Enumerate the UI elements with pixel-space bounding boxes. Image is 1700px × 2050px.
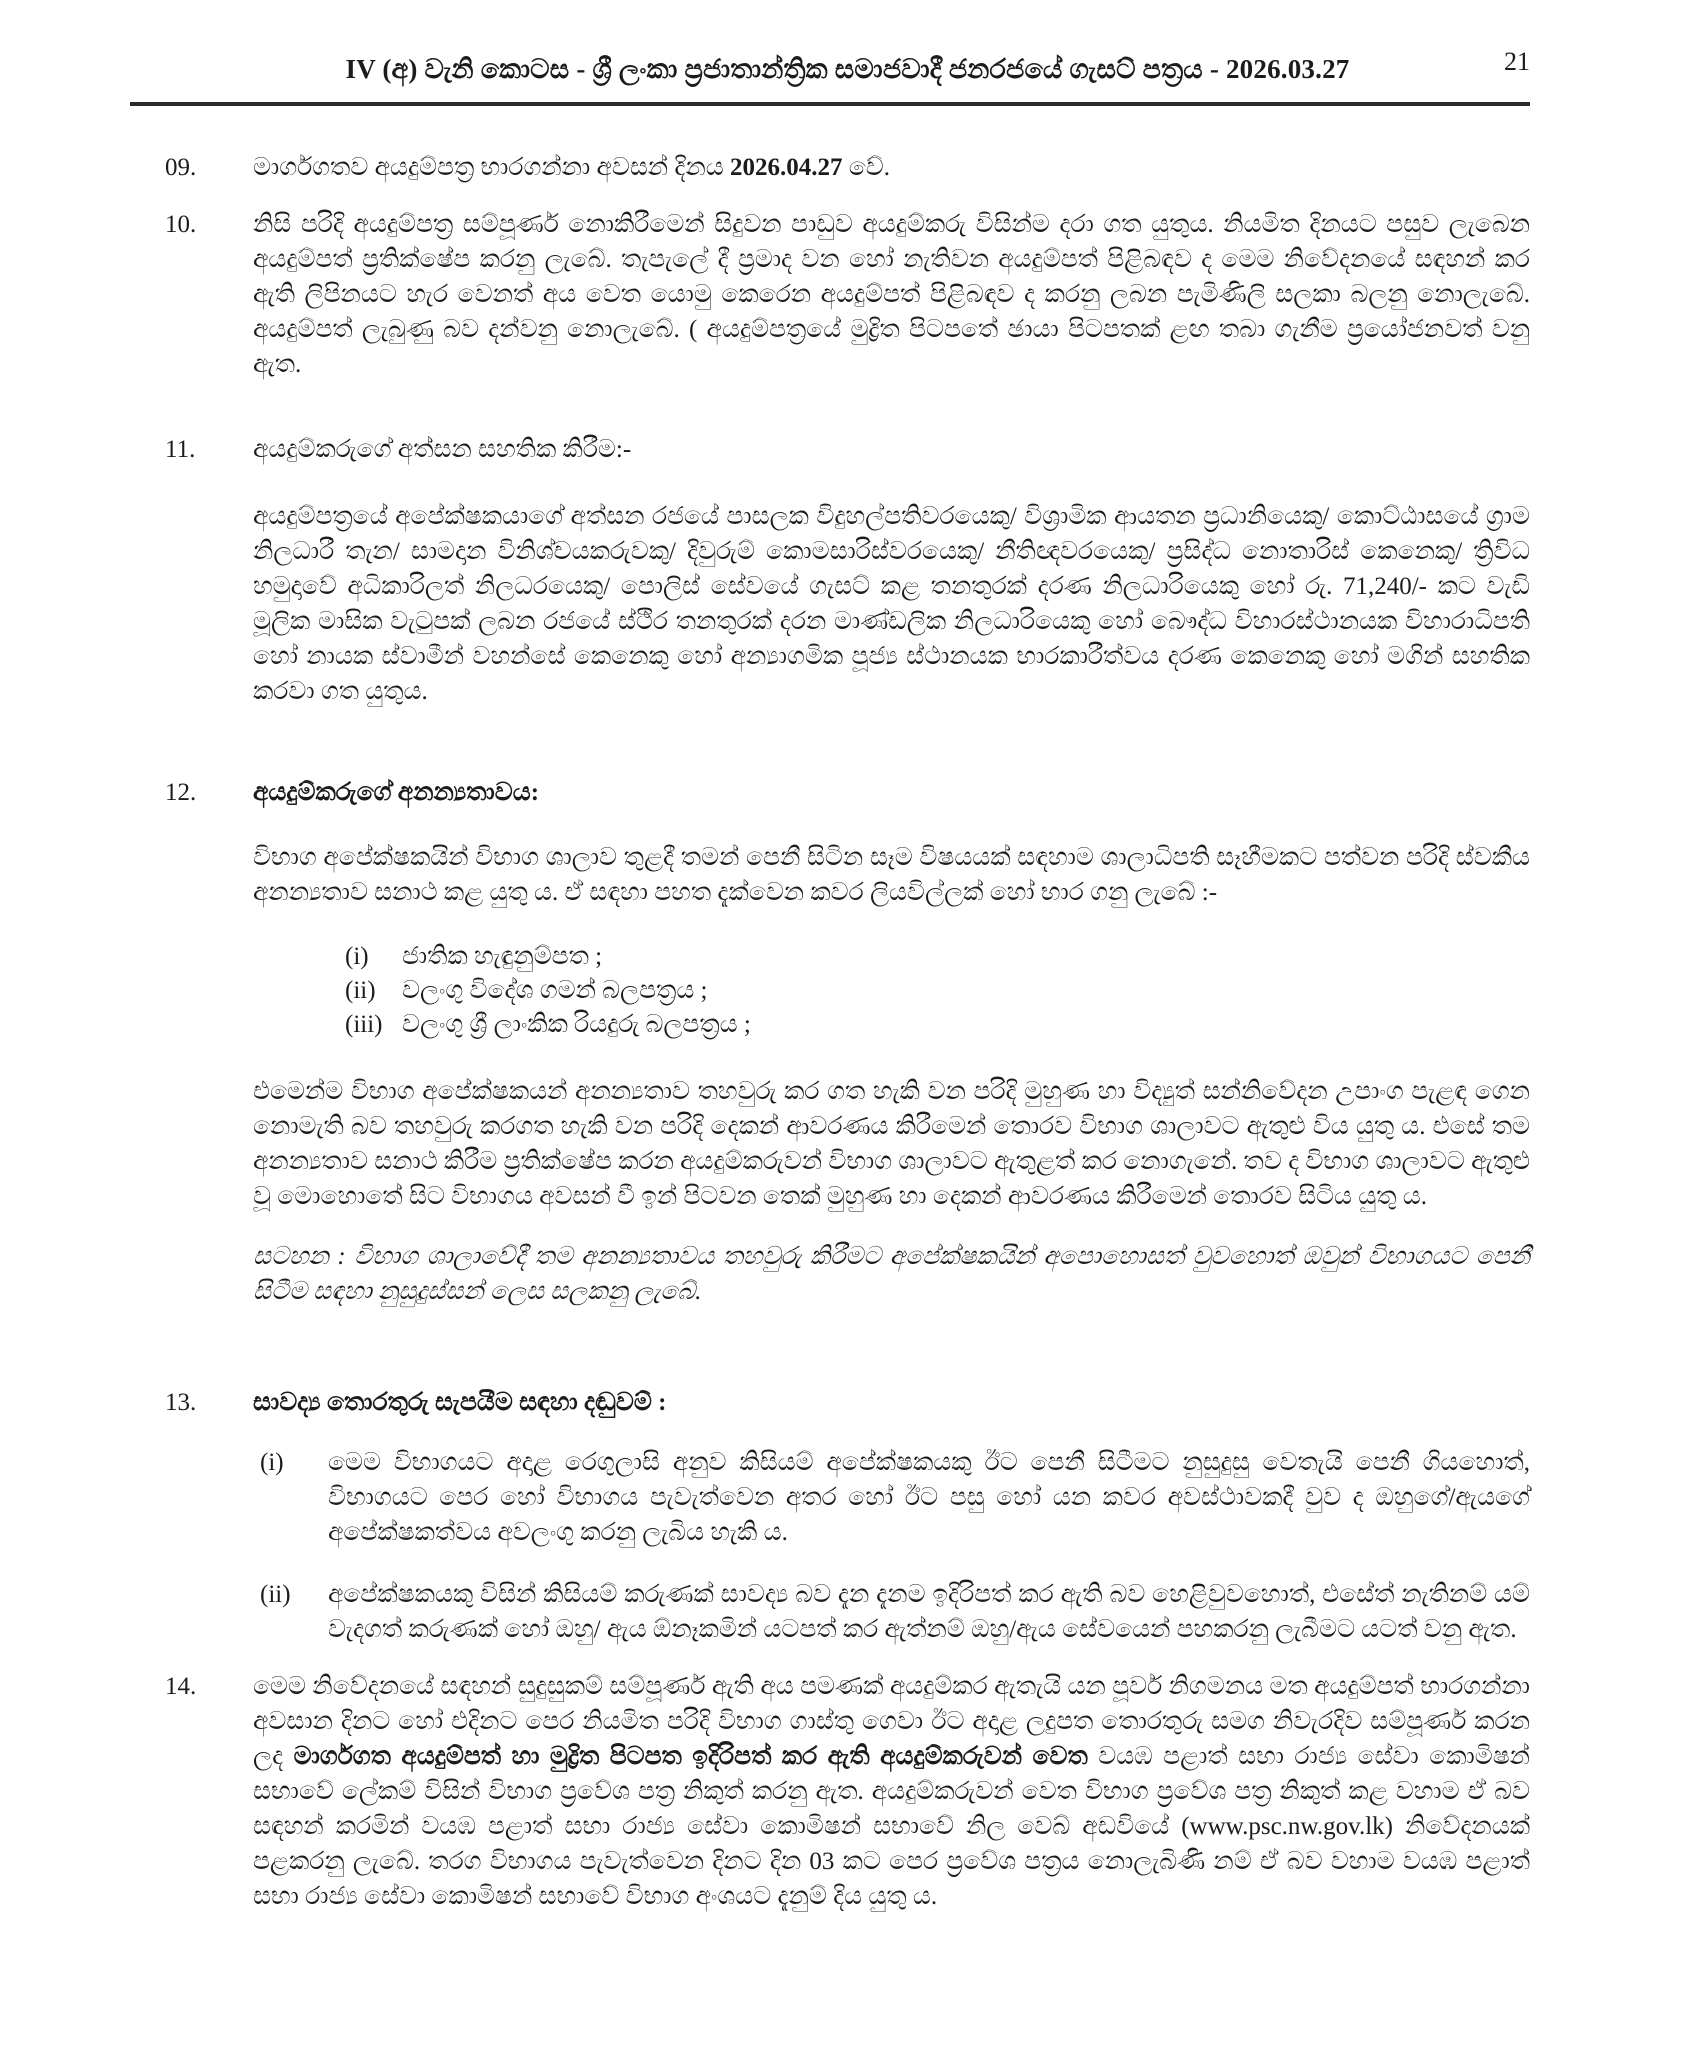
item-13: [165, 1385, 1530, 1669]
item-09-text: [253, 150, 1530, 185]
identity-document-list: [345, 940, 1530, 1042]
sub-item-marker: (i): [260, 1449, 284, 1476]
item-11: [165, 432, 1530, 775]
list-item-text: ජාතික හැඳුනුම්පත ;: [402, 943, 603, 970]
item-09-text-before: මාර්ගගතව අයදුම්පත්‍ර භාරගන්නා අවසන් දිනය: [253, 154, 730, 181]
item-14-text-before: මෙම නිවේදනයේ සඳහන් සුදුසුකම් සම්පූර්ණ ඇති අය පමණක් අයදුම්කර ඇතැයි යන පූර්ව නිගමනය මත අයදුම්පත් භාරගන්නා අවසාන දිනට හෝ එදිනට පෙර නියමිත පරිදි විභාග ගාස්තු ගෙවා ඊට අදාළ ලදුපත තොරතුරු සමග නිවැරදිව සම්පූර්ණ කරන ලද: [253, 1673, 1530, 1770]
item-12: [165, 775, 1530, 1385]
sub-item-text: මෙම විභාගයට අදාළ රෙගුලාසි අනුව කිසියම් අපේක්ෂකයකු ඊට පෙනී සිටීමට නුසුදුසු වෙතැයි පෙනී ගියහොත්, විභාගයට පෙර හෝ විභාගය පැවැත්වෙන අතර හෝ ඊට පසු හෝ යන කවර අවස්ථාවකදී වුව ද ඔහුගේ/ඇයගේ අපේක්ෂකත්වය අවලංගු කරනු ලැබිය හැකි ය.: [328, 1449, 1530, 1546]
item-09-closing-date: 2026.04.27: [729, 154, 843, 181]
item-13-number: 13.: [165, 1389, 197, 1416]
page-number: 21: [1504, 47, 1530, 76]
item-14-bold-phrase: මාර්ගගත අයදුම්පත් හා මුද්‍රිත පිටපත ඉදිරිපත් කර ඇති අයදුම්කරුවන් වෙත: [293, 1743, 1088, 1770]
item-12-heading: අයදුම්කරුගේ අනන්‍යතාවය:: [253, 779, 540, 806]
item-12-note: සටහන : විභාග ශාලාවේදී තම අනන්‍යතාවය තහවුරු කිරීමට අපේක්ෂකයින් අපොහොසත් වුවහොත් ඔවුන් විභාගයට පෙනී සිටීම සඳහා නුසුදුස්සන් ලෙස සලකනු ලැබේ.: [253, 1243, 1530, 1305]
item-14-number: 14.: [165, 1673, 197, 1700]
item-12-paragraph-1: විභාග අපේක්ෂකයින් විභාග ශාලාව තුළදී තමන් පෙනී සිටින සෑම විෂයයක් සඳහාම ශාලාධිපති සෑහීමකට පත්වන පරිදි ස්වකීය අනන්‍යතාව සනාථ කළ යුතු ය. ඒ සඳහා පහත දැක්වෙන කවර ලියවිල්ලක් හෝ භාර ගනු ලැබේ :-: [253, 844, 1530, 906]
item-09: [165, 150, 1530, 185]
item-14-text: [253, 1669, 1530, 1914]
item-11-text: අයදුම්පත්‍රයේ අපේක්ෂකයාගේ අත්සන රජයේ පාසලක විදුහල්පතිවරයෙකු/ විශ්‍රාමික ආයතන ප්‍රධානියෙකු/ කොට්ඨාසයේ ග්‍රාම නිලධාරී තැන/ සාමදාන විනිශ්චයකරුවකු/ දිවුරුම් කොමසාරිස්වරයෙකු/ නීතිඥවරයෙකු/ ප්‍රසිද්ධ නොතාරිස් කෙනෙකු/ ත්‍රිවිධ හමුදාවේ අධිකාරිලත් නිලධරයෙකු/ පොලිස් සේවයේ ගැසට් කළ තනතුරක් දරණ නිලධාරියෙකු හෝ රු. 71,240/- කට වැඩි මූලික මාසික වැටුපක් ලබන රජයේ ස්ථිර තනතුරක් දරන මාණ්ඩලික නිලධාරියෙකු හෝ බෞද්ධ විහාරස්ථානයක විහාරාධිපති හෝ නායක ස්වාමීන් වහන්සේ කෙනෙකු හෝ අන්‍යාගමික පූජ්‍ය ස්ථානයක භාරකාරීත්වය දරණ කෙනෙකු හෝ මගින් සහතික කරවා ගත යුතුය.: [253, 503, 1530, 705]
item-14-text-after: වයඹ පළාත් සභා රාජ්‍ය සේවා කොමිෂන් සභාවේ ලේකම් විසින් විභාග ප්‍රවේශ පත්‍ර නිකුත් කරනු ඇත. අයදුම්කරුවන් වෙත විභාග ප්‍රවේශ පත්‍ර නිකුත් කළ වහාම ඒ බව සඳහන් කරමින් වයඹ පළාත් සභා රාජ්‍ය සේවා කොමිෂන් සභාවේ නිල වෙබ් අඩවියේ (www.psc.nw.gov.lk) නිවේදනයක් පළකරනු ලැබේ. තරග විභාගය පැවැත්වෙන දිනට දින 03 කට පෙර ප්‍රවේශ පත්‍රය නොලැබිණි නම් ඒ බව වහාම වයඹ පළාත් සභා රාජ්‍ය සේවා කොමිෂන් සභාවේ විභාග අංශයට දැනුම් දිය යුතු ය.: [253, 1743, 1530, 1910]
list-item: [345, 1008, 1530, 1042]
item-12-paragraph-2: එමෙන්ම විභාග අපේක්ෂකයන් අනන්‍යතාව තහවුරු කර ගත හැකි වන පරිදි මුහුණ හා විද්‍යුත් සන්නිවේදන උපාංග පැළඳ ගෙන නොමැති බව තහවුරු කරගත හැකි වන පරිදි දෙකන් ආවරණය කිරීමෙන් තොරව විභාග ශාලාවට ඇතුළු විය යුතු ය. එසේ තම අනන්‍යතාව සනාථ කිරීම ප්‍රතික්ෂේප කරන අයදුම්කරුවන් විභාග ශාලාවට ඇතුළත් කර නොගැනේ. තව ද විභාග ශාලාවට ඇතුළු වූ මොහොතේ සිට විභාගය අවසන් වී ඉන් පිටවන තෙක් මුහුණ හා දෙකන් ආවරණය කිරීමෙන් තොරව සිටිය යුතු ය.: [253, 1078, 1530, 1210]
gazette-header-title: IV (අ) වැනි කොටස - ශ්‍රී ලංකා ප්‍රජාතාන්ත්‍රික සමාජවාදී ජනරජයේ ගැසට් පත්‍රය - 2026.03.27: [345, 54, 1350, 84]
item-09-number: 09.: [165, 154, 197, 181]
item-10: [165, 207, 1530, 382]
document-body: [165, 106, 1530, 1914]
list-item-marker: (ii): [345, 977, 376, 1004]
item-11-heading: අයදුම්කරුගේ අත්සන සහතික කිරීම:-: [253, 436, 632, 463]
item-11-number: 11.: [165, 436, 196, 463]
sub-item: [260, 1445, 1530, 1550]
list-item-text: වලංගු විදේශ ගමන් බලපත්‍රය ;: [402, 977, 708, 1004]
item-13-heading: සාවද්‍ය තොරතුරු සැපයීම සඳහා දඬුවම් :: [253, 1389, 667, 1416]
sub-item-marker: (ii): [260, 1581, 291, 1608]
sub-item: [260, 1577, 1530, 1647]
page-header: [165, 47, 1530, 106]
item-14: [165, 1669, 1530, 1914]
list-item: [345, 940, 1530, 974]
header-rule: [130, 102, 1530, 106]
item-09-text-after: වේ.: [842, 154, 890, 181]
item-12-number: 12.: [165, 779, 197, 806]
sub-item-text: අපේක්ෂකයකු විසින් කිසියම් කරුණක් සාවද්‍ය බව දැන දැනම ඉදිරිපත් කර ඇති බව හෙළිවුවහොත්, එසේත් නැතිනම් යම් වැදගත් කරුණක් හෝ ඔහු/ ඇය ඕනෑකමින් යටපත් කර ඇත්නම් ඔහු/ඇය සේවයෙන් පහකරනු ලැබීමට යටත් වනු ඇත.: [328, 1581, 1530, 1643]
item-10-text: නිසි පරිදි අයදුම්පත්‍ර සම්පූර්ණ නොකිරීමෙන් සිදුවන පාඩුව අයදුම්කරු විසින්ම දරා ගත යුතුය. නියමිත දිනයට පසුව ලැබෙන අයදුම්පත් ප්‍රතික්ෂේප කරනු ලැබේ. තැපැලේ දී ප්‍රමාද වන හෝ නැතිවන අයදුම්පත් පිළිබඳව ද මෙම නිවේදනයේ සඳහන් කර ඇති ලිපිනයට හැර වෙනත් අය වෙත යොමු කෙරෙන අයදුම්පත් පිළිබඳව ද කරනු ලබන පැමිණිලි සලකා බලනු නොලැබේ. අයදුම්පත් ලැබුණු බව දන්වනු නොලැබේ. ( අයදුම්පත්‍රයේ මුද්‍රිත පිටපතේ ඡායා පිටපතක් ළඟ තබා ගැනීම ප්‍රයෝජනවත් වනු ඇත.: [253, 211, 1530, 378]
list-item-text: වලංගු ශ්‍රී ලාංකික රියදුරු බලපත්‍රය ;: [402, 1011, 751, 1038]
list-item-marker: (i): [345, 943, 369, 970]
list-item: [345, 974, 1530, 1008]
list-item-marker: (iii): [345, 1011, 383, 1038]
item-10-number: 10.: [165, 211, 197, 238]
